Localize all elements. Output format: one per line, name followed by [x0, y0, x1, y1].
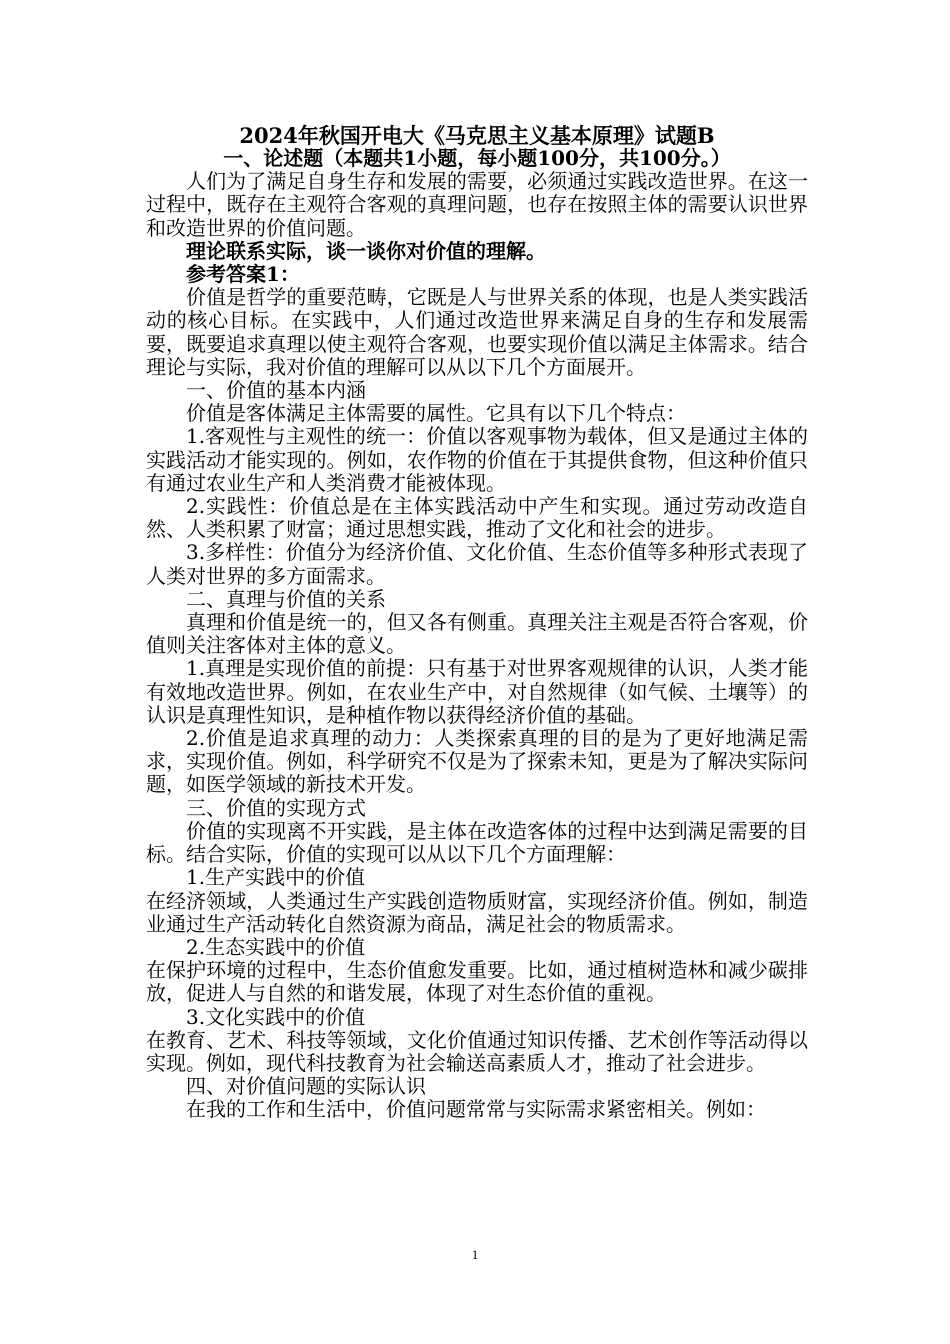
page-number: 1 — [471, 1247, 479, 1262]
question-context: 人们为了满足自身生存和发展的需要，必须通过实践改造世界。在这一过程中，既存在主观符合客观的真理问题，也存在按照主体的需要认识世界和改造世界的价值问题。 — [146, 169, 808, 240]
document-page — [146, 124, 808, 1122]
part3-sub3-heading: 3.文化实践中的价值 — [186, 1004, 366, 1029]
part4-heading: 四、对价值问题的实际认识 — [186, 1074, 426, 1099]
part1-item2: 2.实践性：价值总是在主体实践活动中产生和实现。通过劳动改造自然、人类积累了财富；通过思想实践，推动了文化和社会的进步。 — [146, 494, 808, 542]
part3-sub2-heading: 2.生态实践中的价值 — [186, 934, 366, 959]
section-heading: 一、论述题（本题共1小题，每小题100分，共100分。） — [223, 146, 731, 170]
part3-sub2-text: 在保护环境的过程中，生态价值愈发重要。比如，通过植树造林和减少碳排放，促进人与自然的和谐发展，体现了对生态价值的重视。 — [146, 958, 808, 1006]
part4-intro: 在我的工作和生活中，价值问题常常与实际需求紧密相关。例如： — [186, 1097, 766, 1122]
part1-item1: 1.客观性与主观性的统一：价值以客观事物为载体，但又是通过主体的实践活动才能实现的。例如，农作物的价值在于其提供食物，但这种价值只有通过农业生产和人类消费才能被体现。 — [146, 424, 808, 495]
answer-label: 参考答案1： — [186, 262, 300, 287]
part3-heading: 三、价值的实现方式 — [186, 795, 366, 820]
part3-sub3-text: 在教育、艺术、科技等领域，文化价值通过知识传播、艺术创作等活动得以实现。例如，现代科技教育为社会输送高素质人才，推动了社会进步。 — [146, 1027, 808, 1075]
part3-intro: 价值的实现离不开实践，是主体在改造客体的过程中达到满足需要的目标。结合实际，价值的实现可以从以下几个方面理解： — [146, 818, 808, 867]
part1-intro: 价值是客体满足主体需要的属性。它具有以下几个特点： — [186, 401, 686, 426]
part1-heading: 一、价值的基本内涵 — [186, 378, 366, 403]
question-prompt: 理论联系实际，谈一谈你对价值的理解。 — [186, 238, 546, 263]
part3-sub1-heading: 1.生产实践中的价值 — [186, 865, 366, 890]
document-title: 2024年秋国开电大《马克思主义基本原理》试题B — [239, 123, 715, 148]
part2-intro: 真理和价值是统一的，但又各有侧重。真理关注主观是否符合客观，价值则关注客体对主体的意义。 — [146, 610, 808, 658]
part2-heading: 二、真理与价值的关系 — [186, 586, 386, 611]
part2-item2: 2.价值是追求真理的动力：人类探索真理的目的是为了更好地满足需求，实现价值。例如，科学研究不仅是为了探索未知，更是为了解决实际问题，如医学领域的新技术开发。 — [146, 726, 808, 797]
part3-sub1-text: 在经济领域，人类通过生产实践创造物质财富，实现经济价值。例如，制造业通过生产活动转化自然资源为商品，满足社会的物质需求。 — [146, 888, 808, 936]
part2-item1: 1.真理是实现价值的前提：只有基于对世界客观规律的认识，人类才能有效地改造世界。例如，在农业生产中，对自然规律（如气候、土壤等）的认识是真理性知识，是种植作物以获得经济价值的基础。 — [146, 656, 808, 727]
answer-intro: 价值是哲学的重要范畴，它既是人与世界关系的体现，也是人类实践活动的核心目标。在实践中，人们通过改造世界来满足自身的生存和发展需要，既要追求真理以使主观符合客观，也要实现价值以满足主体需求。结合理论与实际，我对价值的理解可以从以下几个方面展开。 — [146, 285, 808, 379]
part1-item3: 3.多样性：价值分为经济价值、文化价值、生态价值等多种形式表现了人类对世界的多方面需求。 — [146, 540, 808, 588]
